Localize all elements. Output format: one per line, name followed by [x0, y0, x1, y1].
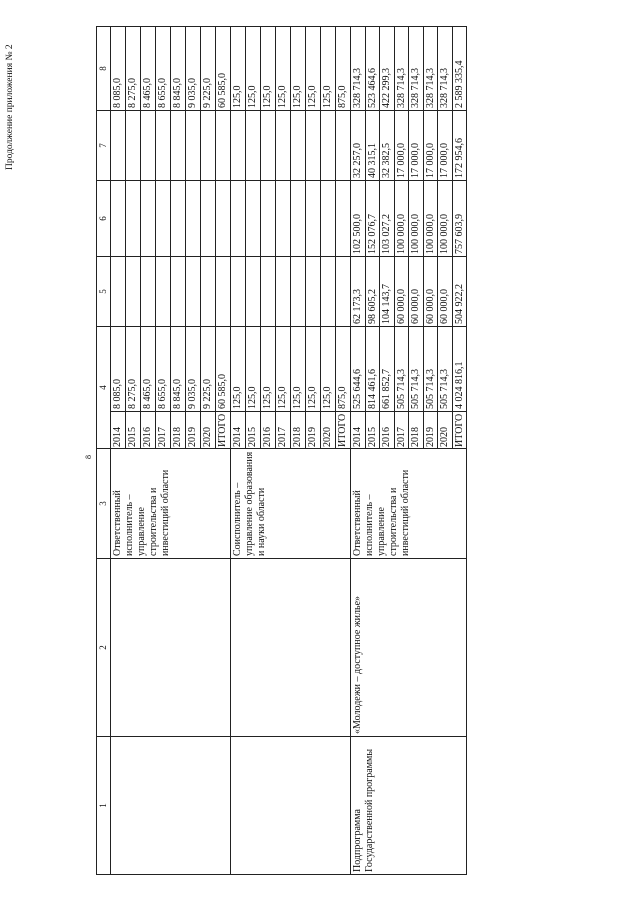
value-col5-cell: [141, 257, 156, 327]
value-col7-cell: 32 382,5: [380, 111, 395, 181]
year-cell: 2016: [261, 412, 276, 449]
value-col4-cell: 505 714,3: [438, 327, 453, 412]
value-col7-cell: 17 000,0: [409, 111, 424, 181]
value-col4-cell: 125,0: [321, 327, 336, 412]
value-col8-cell: 8 275,0: [126, 27, 141, 111]
table-row: [351, 27, 366, 875]
value-col6-cell: [171, 181, 186, 257]
value-col7-cell: [126, 111, 141, 181]
year-cell: 2014: [111, 412, 126, 449]
value-col5-cell: [111, 257, 126, 327]
value-col6-cell: 100 000,0: [438, 181, 453, 257]
value-col6-cell: [156, 181, 171, 257]
year-cell: 2014: [231, 412, 246, 449]
value-col8-cell: 875,0: [336, 27, 351, 111]
value-col6-cell: [141, 181, 156, 257]
group-col1-cell: Подпрограмма Государственной программы: [351, 737, 467, 875]
value-col8-cell: 2 589 335,4: [452, 27, 467, 111]
value-col5-cell: 62 173,3: [351, 257, 366, 327]
value-col4-cell: 505 714,3: [394, 327, 409, 412]
value-col4-cell: 814 461,6: [365, 327, 380, 412]
value-col4-cell: 125,0: [246, 327, 261, 412]
value-col5-cell: [156, 257, 171, 327]
value-col6-cell: 102 500,0: [351, 181, 366, 257]
year-cell: 2015: [246, 412, 261, 449]
group-col3-cell: Ответственный исполнитель – управление строительства и инвестиций области: [351, 449, 467, 559]
year-cell: 2019: [423, 412, 438, 449]
table-body: [111, 27, 467, 875]
value-col7-cell: 17 000,0: [394, 111, 409, 181]
table-row: [111, 27, 126, 875]
header-col-5: 5: [97, 257, 111, 327]
value-col5-cell: 60 000,0: [409, 257, 424, 327]
value-col4-cell: 125,0: [261, 327, 276, 412]
value-col7-cell: 32 257,0: [351, 111, 366, 181]
value-col8-cell: 125,0: [261, 27, 276, 111]
value-col8-cell: 328 714,3: [351, 27, 366, 111]
value-col8-cell: 328 714,3: [409, 27, 424, 111]
year-cell: ИТОГО: [452, 412, 467, 449]
value-col4-cell: 9 225,0: [201, 327, 216, 412]
value-col4-cell: 661 852,7: [380, 327, 395, 412]
value-col5-cell: [201, 257, 216, 327]
value-col4-cell: 125,0: [291, 327, 306, 412]
year-cell: 2015: [365, 412, 380, 449]
group-col1-cell: [111, 737, 231, 875]
value-col6-cell: 100 000,0: [423, 181, 438, 257]
value-col5-cell: [336, 257, 351, 327]
value-col4-cell: 8 465,0: [141, 327, 156, 412]
header-col-8: 8: [97, 27, 111, 111]
value-col6-cell: [186, 181, 201, 257]
value-col8-cell: 8 655,0: [156, 27, 171, 111]
value-col7-cell: [261, 111, 276, 181]
group-col2-cell: [111, 559, 231, 737]
value-col5-cell: [246, 257, 261, 327]
value-col5-cell: 60 000,0: [423, 257, 438, 327]
value-col7-cell: [156, 111, 171, 181]
year-cell: ИТОГО: [336, 412, 351, 449]
value-col7-cell: [111, 111, 126, 181]
year-cell: 2016: [141, 412, 156, 449]
value-col7-cell: [306, 111, 321, 181]
value-col4-cell: 525 644,6: [351, 327, 366, 412]
year-cell: 2014: [351, 412, 366, 449]
year-cell: 2019: [306, 412, 321, 449]
value-col7-cell: 17 000,0: [438, 111, 453, 181]
value-col8-cell: 523 464,6: [365, 27, 380, 111]
value-col6-cell: [261, 181, 276, 257]
value-col4-cell: 8 845,0: [171, 327, 186, 412]
year-cell: 2016: [380, 412, 395, 449]
value-col6-cell: [321, 181, 336, 257]
value-col6-cell: [336, 181, 351, 257]
value-col7-cell: [246, 111, 261, 181]
value-col6-cell: 100 000,0: [394, 181, 409, 257]
value-col6-cell: [231, 181, 246, 257]
value-col6-cell: [276, 181, 291, 257]
value-col5-cell: 60 000,0: [438, 257, 453, 327]
value-col5-cell: 60 000,0: [394, 257, 409, 327]
value-col5-cell: [171, 257, 186, 327]
value-col7-cell: [336, 111, 351, 181]
group-col1-cell: [231, 737, 351, 875]
value-col6-cell: 757 603,9: [452, 181, 467, 257]
value-col4-cell: 8 275,0: [126, 327, 141, 412]
value-col7-cell: [291, 111, 306, 181]
value-col5-cell: [216, 257, 231, 327]
value-col6-cell: [216, 181, 231, 257]
group-col2-cell: [231, 559, 351, 737]
header-row: [97, 27, 111, 875]
value-col5-cell: [276, 257, 291, 327]
value-col5-cell: 504 922,2: [452, 257, 467, 327]
continuation-note: Продолжение приложения № 2: [5, 44, 15, 170]
group-col3-cell: Соисполнитель – управление образования и науки области: [231, 449, 351, 559]
value-col8-cell: 125,0: [246, 27, 261, 111]
value-col5-cell: [261, 257, 276, 327]
value-col6-cell: [201, 181, 216, 257]
value-col5-cell: 98 605,2: [365, 257, 380, 327]
budget-table: [96, 26, 467, 875]
value-col4-cell: 8 085,0: [111, 327, 126, 412]
value-col6-cell: [246, 181, 261, 257]
value-col7-cell: [171, 111, 186, 181]
value-col5-cell: [291, 257, 306, 327]
value-col4-cell: 125,0: [276, 327, 291, 412]
group-col2-cell: «Молодежи – доступное жилье»: [351, 559, 467, 737]
value-col8-cell: 328 714,3: [394, 27, 409, 111]
value-col4-cell: 505 714,3: [409, 327, 424, 412]
value-col6-cell: 152 076,7: [365, 181, 380, 257]
value-col4-cell: 125,0: [231, 327, 246, 412]
value-col6-cell: [291, 181, 306, 257]
value-col6-cell: 100 000,0: [409, 181, 424, 257]
year-cell: 2018: [409, 412, 424, 449]
value-col4-cell: 125,0: [306, 327, 321, 412]
value-col5-cell: [126, 257, 141, 327]
value-col5-cell: 104 143,7: [380, 257, 395, 327]
header-col-1: 1: [97, 737, 111, 875]
value-col6-cell: [111, 181, 126, 257]
year-cell: 2015: [126, 412, 141, 449]
value-col4-cell: 8 655,0: [156, 327, 171, 412]
value-col7-cell: [201, 111, 216, 181]
value-col4-cell: 9 035,0: [186, 327, 201, 412]
value-col7-cell: [186, 111, 201, 181]
value-col7-cell: 17 000,0: [423, 111, 438, 181]
value-col8-cell: 8 085,0: [111, 27, 126, 111]
year-cell: 2020: [438, 412, 453, 449]
value-col5-cell: [321, 257, 336, 327]
value-col8-cell: 8 845,0: [171, 27, 186, 111]
value-col7-cell: [321, 111, 336, 181]
value-col8-cell: 125,0: [291, 27, 306, 111]
year-cell: 2019: [186, 412, 201, 449]
header-col-year: 4: [97, 327, 111, 449]
header-col-3: 3: [97, 449, 111, 559]
value-col8-cell: 422 299,3: [380, 27, 395, 111]
value-col5-cell: [231, 257, 246, 327]
value-col4-cell: 60 585,0: [216, 327, 231, 412]
value-col8-cell: 9 225,0: [201, 27, 216, 111]
year-cell: 2017: [394, 412, 409, 449]
value-col8-cell: 125,0: [231, 27, 246, 111]
value-col8-cell: 60 585,0: [216, 27, 231, 111]
value-col7-cell: [141, 111, 156, 181]
value-col4-cell: 4 024 816,1: [452, 327, 467, 412]
year-cell: 2018: [291, 412, 306, 449]
value-col8-cell: 125,0: [321, 27, 336, 111]
value-col4-cell: 505 714,3: [423, 327, 438, 412]
value-col4-cell: 875,0: [336, 327, 351, 412]
value-col8-cell: 328 714,3: [423, 27, 438, 111]
value-col8-cell: 8 465,0: [141, 27, 156, 111]
value-col6-cell: [306, 181, 321, 257]
table-row: [231, 27, 246, 875]
header-col-2: 2: [97, 559, 111, 737]
value-col8-cell: 328 714,3: [438, 27, 453, 111]
year-cell: ИТОГО: [216, 412, 231, 449]
value-col8-cell: 125,0: [276, 27, 291, 111]
value-col7-cell: 172 954,6: [452, 111, 467, 181]
value-col8-cell: 9 035,0: [186, 27, 201, 111]
header-col-6: 6: [97, 181, 111, 257]
value-col8-cell: 125,0: [306, 27, 321, 111]
value-col7-cell: [276, 111, 291, 181]
value-col7-cell: [231, 111, 246, 181]
value-col5-cell: [306, 257, 321, 327]
value-col5-cell: [186, 257, 201, 327]
header-col-7: 7: [97, 111, 111, 181]
value-col7-cell: 40 315,1: [365, 111, 380, 181]
year-cell: 2017: [156, 412, 171, 449]
value-col7-cell: [216, 111, 231, 181]
year-cell: 2018: [171, 412, 186, 449]
value-col6-cell: 103 027,2: [380, 181, 395, 257]
year-cell: 2017: [276, 412, 291, 449]
page-number: 8: [84, 455, 93, 459]
value-col6-cell: [126, 181, 141, 257]
group-col3-cell: Ответственный исполнитель – управление строительства и инвестиций области: [111, 449, 231, 559]
year-cell: 2020: [321, 412, 336, 449]
year-cell: 2020: [201, 412, 216, 449]
